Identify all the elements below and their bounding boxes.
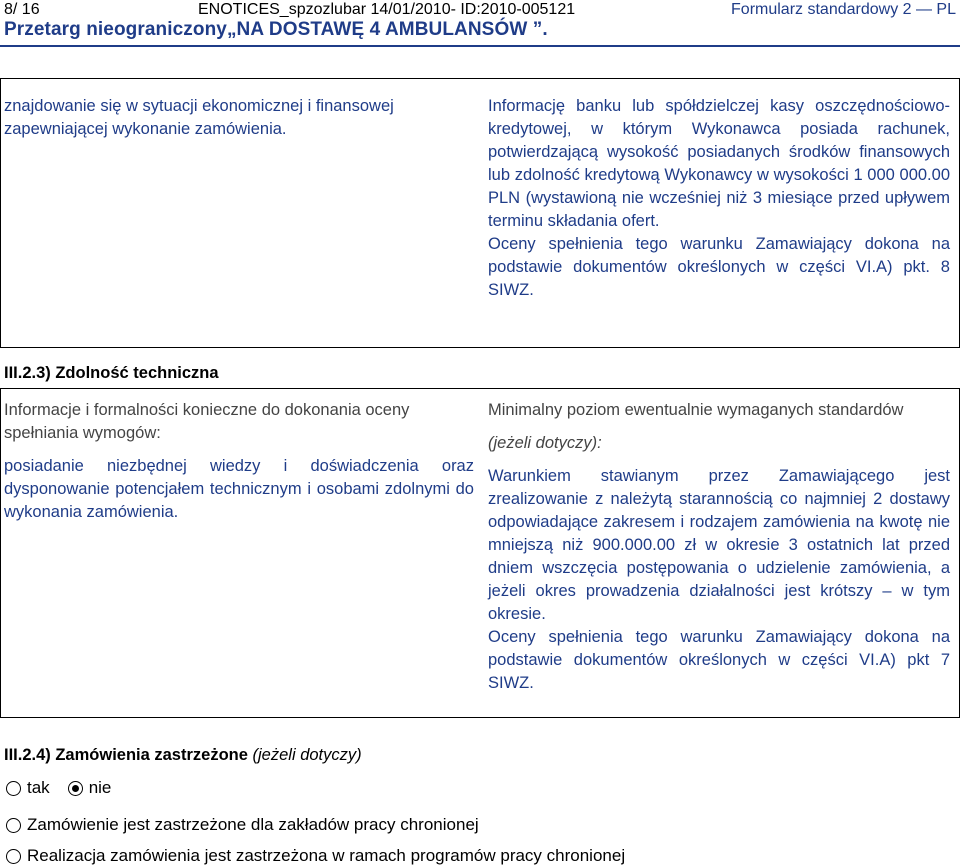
section-optional: (jeżeli dotyczy) bbox=[252, 746, 362, 764]
requirements-intro: Informacje i formalności konieczne do dokonania oceny spełniania wymogów: bbox=[4, 401, 410, 442]
section-technical-capacity bbox=[4, 364, 219, 383]
radio-sheltered-programs-label: Realizacja zamówienia jest zastrzeżona w ramach programów pracy chronionej bbox=[27, 846, 626, 865]
section-reserved-contracts bbox=[4, 746, 362, 765]
page-header bbox=[0, 0, 960, 20]
radio-sheltered-workshops[interactable] bbox=[6, 818, 21, 833]
standards-condition: Warunkiem stawianym przez Zamawiającego jest zrealizowanie z należytą starannością co najmniej 2 dostawy odpowiadające zakresem i rodzajem zamówienia na kwotę nie mniejszą niż 900.000.00 zł w okresie 3 ostatnich lat przed dniem wszczęcia postępowania o udzielenie zamówienia, a jeżeli okres prowadzenia działalności jest krótszy – w tym okresie. bbox=[488, 467, 950, 623]
technical-capacity-left bbox=[4, 399, 474, 524]
standards-optional: (jeżeli dotyczy): bbox=[488, 434, 602, 452]
bank-info-paragraph: Informację banku lub spółdzielczej kasy oszczędnościowo-kredytowej, w którym Wykonawca posiada rachunek, potwierdzającą wysokość posiadanych środków finansowych lub zdolność kredytową Wykonawcy w wysokości 1 000 000.00 PLN (wystawioną nie wcześniej niż 3 miesiące przed upływem terminu składania ofert. bbox=[488, 97, 950, 230]
radio-sheltered-workshops-label: Zamówienie jest zastrzeżone dla zakładów pracy chronionej bbox=[27, 815, 479, 834]
radio-sheltered-programs[interactable] bbox=[6, 849, 21, 864]
reserved-option-b bbox=[6, 846, 625, 866]
financial-condition-left: znajdowanie się w sytuacji ekonomicznej i finansowej zapewniającej wykonanie zamówienia. bbox=[4, 97, 394, 138]
radio-yes[interactable] bbox=[6, 781, 21, 796]
technical-capacity-right bbox=[488, 399, 950, 695]
financial-condition-box bbox=[0, 78, 960, 348]
requirements-body: posiadanie niezbędnej wiedzy i doświadczenia oraz dysponowanie potencjałem technicznym i osobami zdolnymi do wykonania zamówienia. bbox=[4, 457, 474, 521]
document-title: Przetarg nieograniczony„NA DOSTAWĘ 4 AMBULANSÓW ”. bbox=[4, 19, 548, 40]
header-divider bbox=[0, 45, 960, 47]
page-number: 8/ 16 bbox=[4, 1, 40, 18]
section-label: III.2.4) Zamówienia zastrzeżone bbox=[4, 746, 248, 764]
radio-no[interactable] bbox=[68, 781, 83, 796]
financial-condition-right bbox=[488, 95, 950, 302]
technical-capacity-box bbox=[0, 388, 960, 718]
radio-no-label: nie bbox=[88, 778, 112, 797]
document-id: ENOTICES_spzozlubar 14/01/2010- ID:2010-005121 bbox=[198, 1, 576, 18]
form-name: Formularz standardowy 2 — PL bbox=[731, 1, 956, 18]
section-label: III.2.3) Zdolność techniczna bbox=[4, 364, 219, 382]
radio-yes-label: tak bbox=[27, 778, 50, 797]
standards-assessment: Oceny spełnienia tego warunku Zamawiający dokona na podstawie dokumentów określonych w części VI.A) pkt 7 SIWZ. bbox=[488, 628, 950, 692]
reserved-yes-no-group bbox=[6, 778, 129, 798]
assessment-paragraph: Oceny spełnienia tego warunku Zamawiający dokona na podstawie dokumentów określonych w części VI.A) pkt. 8 SIWZ. bbox=[488, 235, 950, 299]
reserved-option-a bbox=[6, 815, 479, 835]
standards-intro: Minimalny poziom ewentualnie wymaganych standardów bbox=[488, 401, 904, 419]
